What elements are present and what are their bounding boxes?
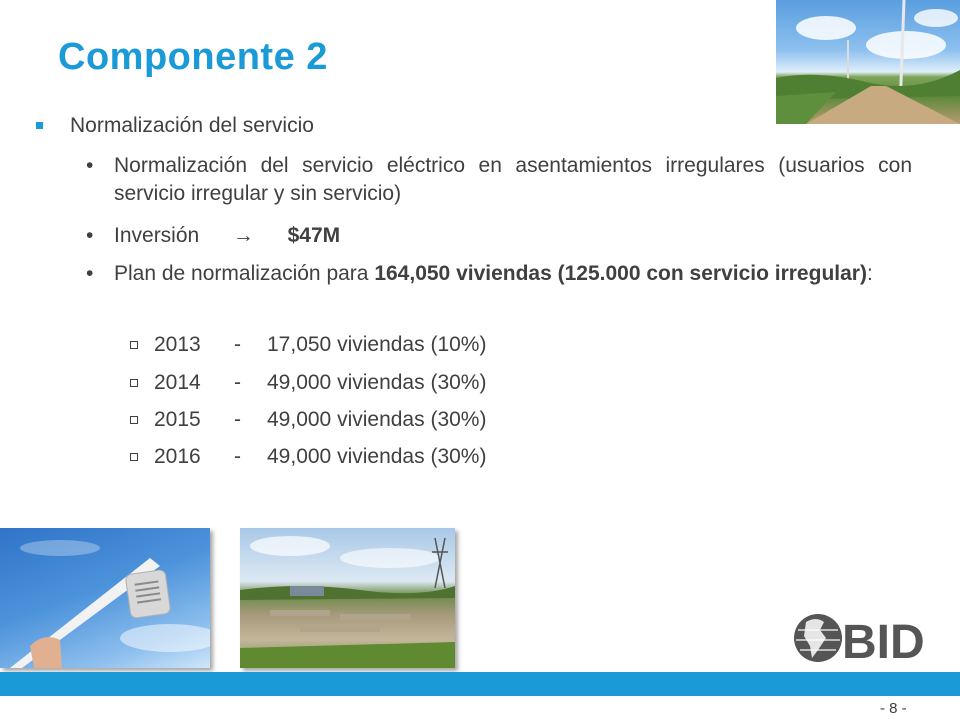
bullet-item-3 (86, 260, 912, 288)
construction-site-photo (240, 528, 455, 668)
bullet-item-1 (86, 152, 912, 208)
investment-label: Inversión (114, 224, 200, 247)
slide-title: Componente 2 (58, 36, 328, 78)
plan-prefix: Plan de normalización para (114, 262, 375, 285)
footer-bar (0, 672, 960, 696)
bullet-dot-icon: • (86, 262, 94, 285)
bullet-dot-icon: • (86, 224, 94, 247)
schedule-year: 2014 (154, 371, 201, 394)
right-arrow-icon: → (232, 224, 254, 247)
hollow-square-bullet-icon (130, 379, 138, 387)
schedule-text: 17,050 viviendas (10%) (267, 333, 487, 356)
streetlight-photo (0, 528, 210, 668)
bid-logo (790, 608, 938, 668)
logo-text: BID (842, 616, 925, 668)
plan-highlight: 164,050 viviendas (125.000 con servicio irregular) (374, 262, 867, 285)
schedule-dash: - (234, 408, 241, 431)
plan-suffix: : (866, 262, 873, 285)
schedule-year: 2015 (154, 408, 201, 431)
schedule-text: 49,000 viviendas (30%) (267, 445, 487, 468)
hollow-square-bullet-icon (130, 453, 138, 461)
schedule-year: 2013 (154, 333, 201, 356)
schedule-dash: - (234, 333, 241, 356)
schedule-dash: - (234, 371, 241, 394)
bullet-text-1: Normalización del servicio eléctrico en asentamientos irregulares (usuarios con servicio irregular y sin servicio) (114, 154, 912, 205)
hollow-square-bullet-icon (130, 416, 138, 424)
rural-road-photo (776, 0, 960, 124)
section-heading: Normalización del servicio (70, 114, 314, 137)
schedule-dash: - (234, 445, 241, 468)
investment-amount: $47M (287, 224, 341, 247)
bullet-dot-icon: • (86, 154, 94, 177)
schedule-text: 49,000 viviendas (30%) (267, 371, 487, 394)
schedule-text: 49,000 viviendas (30%) (267, 408, 487, 431)
page-number: - 8 - (880, 700, 907, 717)
hollow-square-bullet-icon (130, 341, 138, 349)
bullet-item-2 (86, 222, 912, 250)
schedule-year: 2016 (154, 445, 201, 468)
square-bullet-icon (36, 122, 43, 129)
